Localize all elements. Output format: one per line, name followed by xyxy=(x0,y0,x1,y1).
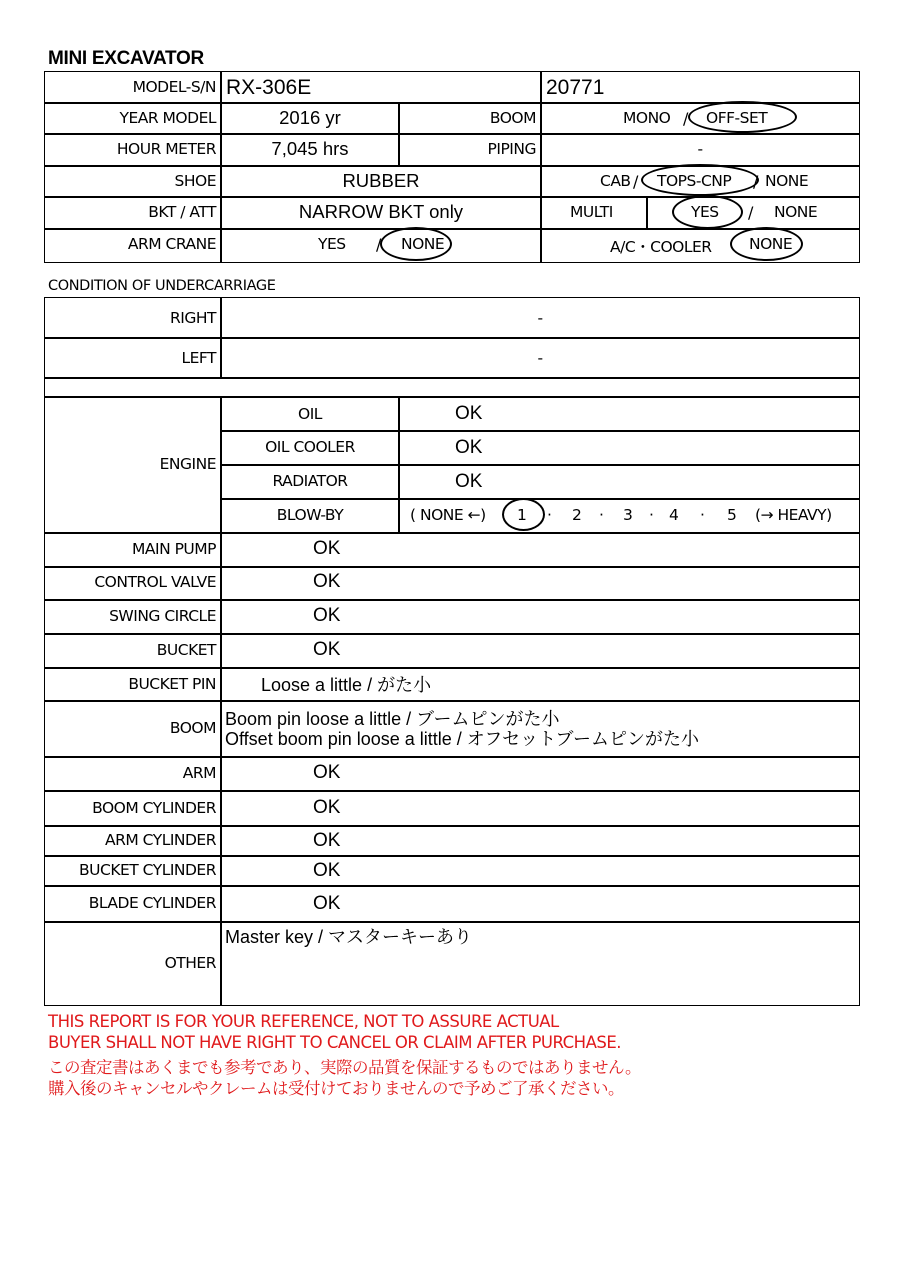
item-value: OK xyxy=(313,639,341,660)
item-value: OK xyxy=(313,860,341,881)
engine-oil-label: OIL xyxy=(298,405,322,423)
hours-value: 7,045 hrs xyxy=(271,138,349,159)
item-value: OK xyxy=(313,605,341,626)
selected-circle-mark xyxy=(688,101,797,133)
model-sn-label: MODEL-S/N xyxy=(132,78,216,96)
arm-crane-opt-none: NONE xyxy=(401,235,445,253)
arm-crane-label: ARM CRANE xyxy=(127,235,216,253)
item-label: BOOM CYLINDER xyxy=(92,799,216,817)
piping-value: - xyxy=(697,140,703,158)
blowby-heavy-label: (→ HEAVY) xyxy=(755,506,832,524)
shoe-label: SHOE xyxy=(174,172,216,190)
engine-label: ENGINE xyxy=(159,455,216,473)
arm-crane-opt-yes: YES xyxy=(318,235,346,253)
selected-circle-mark xyxy=(380,227,452,261)
disclaimer-line: 購入後のキャンセルやクレームは受付けておりませんので予めご了承ください。 xyxy=(48,1079,624,1098)
page-title: MINI EXCAVATOR xyxy=(48,48,204,69)
hour-meter-label: HOUR METER xyxy=(116,140,216,158)
selected-circle-mark xyxy=(730,227,803,261)
boom-opt-mono: MONO xyxy=(623,109,671,127)
disclaimer-line: この査定書はあくまでも参考であり、実際の品質を保証するものではありません。 xyxy=(48,1058,641,1077)
serial-value: 20771 xyxy=(546,76,605,99)
cab-label: CAB xyxy=(600,172,631,190)
model-value: RX-306E xyxy=(226,76,312,99)
multi-label: MULTI xyxy=(570,203,613,221)
item-value: OK xyxy=(313,830,341,851)
blowby-scale-5: 5 xyxy=(727,506,737,524)
ac-cooler-label: A/C・COOLER xyxy=(610,238,712,256)
disclaimer-line: BUYER SHALL NOT HAVE RIGHT TO CANCEL OR CLAIM AFTER PURCHASE. xyxy=(48,1033,622,1052)
blowby-none-label: ( NONE ←) xyxy=(410,506,486,524)
blowby-scale-2: 2 xyxy=(572,506,582,524)
item-value-line2: Offset boom pin loose a little / オフセットブームピンがた小 xyxy=(225,729,699,749)
cab-opt-none: NONE xyxy=(765,172,809,190)
boom-opt-offset: OFF-SET xyxy=(706,109,768,127)
engine-radiator-label: RADIATOR xyxy=(272,472,348,490)
uc-right-value: - xyxy=(537,309,543,327)
item-label: BUCKET xyxy=(156,641,216,659)
engine-blowby-label: BLOW-BY xyxy=(276,506,344,524)
multi-opt-none: NONE xyxy=(774,203,818,221)
engine-oil-value: OK xyxy=(455,403,483,424)
item-value: OK xyxy=(313,797,341,818)
multi-opt-yes: YES xyxy=(691,203,719,221)
item-label: BUCKET PIN xyxy=(128,675,216,693)
item-label: ARM xyxy=(182,764,216,782)
selected-circle-mark xyxy=(502,498,545,531)
year-model-label: YEAR MODEL xyxy=(119,109,216,127)
bkt-att-label: BKT / ATT xyxy=(148,203,216,221)
item-label: CONTROL VALVE xyxy=(94,573,216,591)
piping-label: PIPING xyxy=(487,140,536,158)
blowby-scale-3: 3 xyxy=(623,506,633,524)
engine-radiator-value: OK xyxy=(455,471,483,492)
item-value: Master key / マスターキーあり xyxy=(225,927,473,947)
uc-left-value: - xyxy=(537,349,543,367)
item-value: OK xyxy=(313,571,341,592)
item-label: BLADE CYLINDER xyxy=(88,894,216,912)
uc-left-label: LEFT xyxy=(181,349,216,367)
item-label: ARM CYLINDER xyxy=(105,831,216,849)
disclaimer-line: THIS REPORT IS FOR YOUR REFERENCE, NOT TO ASSURE ACTUAL xyxy=(48,1012,559,1031)
ac-opt-none: NONE xyxy=(749,235,793,253)
bkt-value: NARROW BKT only xyxy=(298,201,464,222)
undercarriage-heading: CONDITION OF UNDERCARRIAGE xyxy=(48,278,276,294)
item-value: OK xyxy=(313,538,341,559)
year-value: 2016 yr xyxy=(279,107,341,128)
item-value: OK xyxy=(313,893,341,914)
item-label: OTHER xyxy=(164,954,216,972)
engine-oil-cooler-value: OK xyxy=(455,437,483,458)
item-label: BOOM xyxy=(169,719,216,737)
item-label: BUCKET CYLINDER xyxy=(79,861,216,879)
blowby-scale-4: 4 xyxy=(669,506,679,524)
shoe-value: RUBBER xyxy=(342,170,420,191)
selected-circle-mark xyxy=(672,195,743,229)
engine-oil-cooler-label: OIL COOLER xyxy=(265,438,355,456)
uc-right-label: RIGHT xyxy=(170,309,216,327)
boom-type-label: BOOM xyxy=(489,109,536,127)
item-label: MAIN PUMP xyxy=(132,540,216,558)
item-label: SWING CIRCLE xyxy=(109,607,216,625)
item-value: Loose a little / がた小 xyxy=(261,675,432,695)
item-value: OK xyxy=(313,762,341,783)
selected-circle-mark xyxy=(641,164,759,196)
cab-opt-tops: TOPS-CNP xyxy=(657,172,732,190)
item-value: Boom pin loose a little / ブームピンがた小 xyxy=(225,709,560,729)
blowby-scale-1: 1 xyxy=(517,506,527,524)
